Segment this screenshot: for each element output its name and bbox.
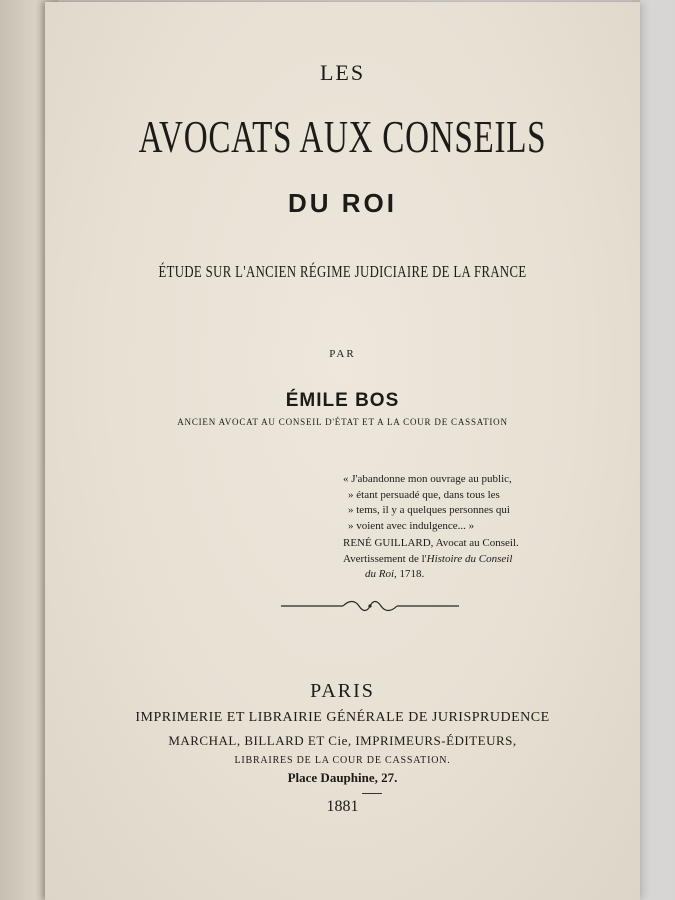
imprint-booksellers: LIBRAIRES DE LA COUR DE CASSATION. xyxy=(234,755,451,766)
author-description: ANCIEN AVOCAT AU CONSEIL D'ÉTAT ET A LA COUR DE CASSATION xyxy=(177,417,508,427)
year-rule xyxy=(362,793,382,794)
epigraph-line: » voient avec indulgence... » xyxy=(348,519,475,532)
epigraph-source xyxy=(343,552,603,568)
title-page xyxy=(45,2,640,900)
epigraph xyxy=(343,472,603,583)
title-article: LES xyxy=(319,60,366,85)
title-du-roi: DU ROI xyxy=(288,188,397,218)
epigraph-source-prefix: Avertissement de l' xyxy=(343,552,427,565)
epigraph-signature: RENÉ GUILLARD, Avocat au Conseil. xyxy=(343,537,519,549)
publication-year: 1881 xyxy=(326,798,359,815)
author-name: ÉMILE BOS xyxy=(285,390,400,411)
epigraph-source-year: , 1718. xyxy=(394,568,425,580)
epigraph-source-cont xyxy=(343,567,603,583)
epigraph-source-title-end: du Roi xyxy=(365,568,395,580)
epigraph-line: » étant persuadé que, dans tous les xyxy=(348,488,500,501)
ornamental-rule-icon xyxy=(281,598,459,614)
main-title: AVOCATS AUX CONSEILS xyxy=(138,111,547,162)
subtitle: ÉTUDE SUR L'ANCIEN RÉGIME JUDICIAIRE DE LA FRANCE xyxy=(158,262,527,281)
imprint-printer: IMPRIMERIE ET LIBRAIRIE GÉNÉRALE DE JURISPRUDENCE xyxy=(135,710,550,725)
imprint-address: Place Dauphine, 27. xyxy=(287,770,398,785)
by-label: PAR xyxy=(329,348,356,360)
imprint-publisher: MARCHAL, BILLARD ET Cie, IMPRIMEURS-ÉDITEURS, xyxy=(168,733,517,748)
epigraph-line: « J'abandonne mon ouvrage au public, xyxy=(343,473,512,485)
imprint-city: PARIS xyxy=(310,680,375,702)
epigraph-source-title: Histoire du Conseil xyxy=(426,552,513,565)
epigraph-line: » tems, il y a quelques personnes qui xyxy=(348,504,510,516)
